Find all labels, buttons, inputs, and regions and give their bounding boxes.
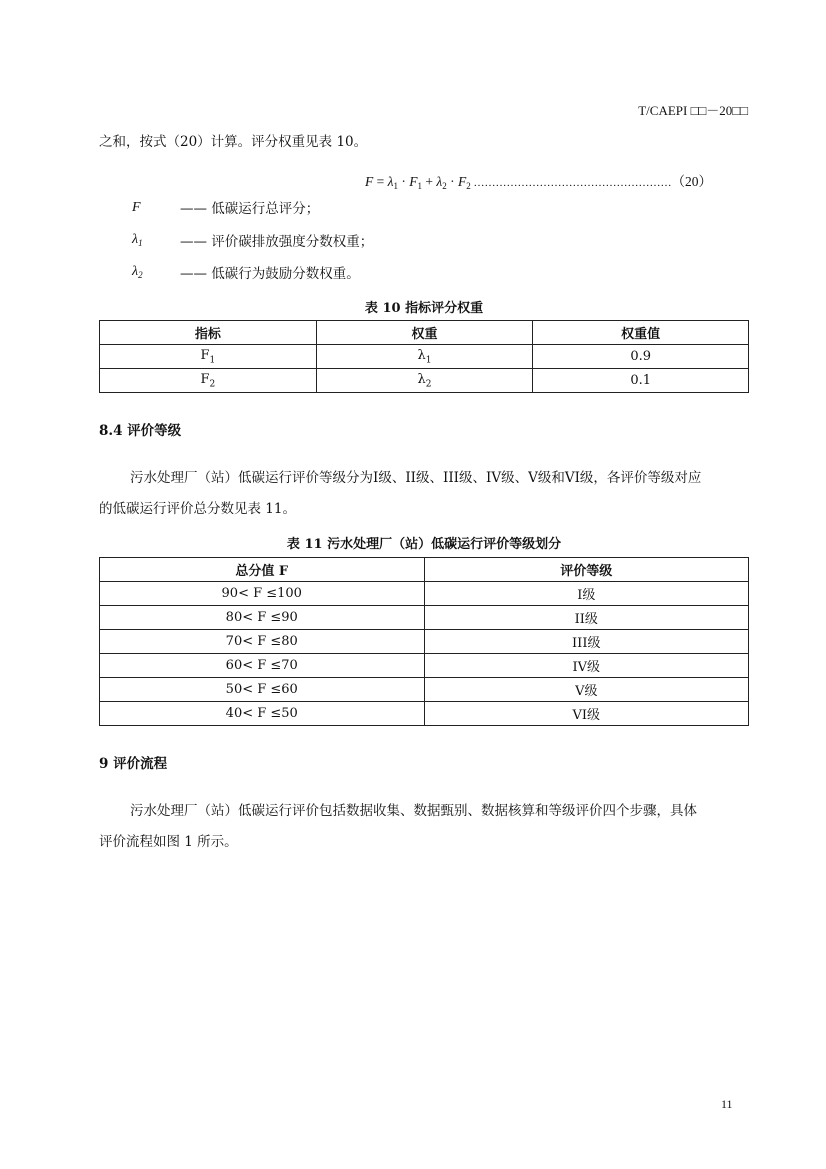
table11-header-cell: 总分值 F <box>100 558 425 582</box>
table11-score-cell: 50< F ≤60 <box>100 678 425 702</box>
table11-grade-cell: VI级 <box>424 702 748 726</box>
definition-text-f: —— 低碳运行总评分； <box>180 201 320 217</box>
section-9-para-line2: 评价流程如图 1 所示。 <box>99 834 238 850</box>
table-row <box>100 345 749 369</box>
table10-value-cell: 0.1 <box>533 369 749 393</box>
table10-indicator-cell: $F_1$ <box>100 345 317 369</box>
table10-header-cell: 权重值 <box>533 321 749 345</box>
table10 <box>99 320 749 393</box>
table11-caption: 表 11 污水处理厂（站）低碳运行评价等级划分 <box>286 537 562 552</box>
table11-header-row <box>100 558 749 582</box>
table-row <box>100 702 749 726</box>
table10-weight-cell: $\lambda_2$ <box>316 369 533 393</box>
table11-score-cell: 70< F ≤80 <box>100 630 425 654</box>
table-row <box>100 606 749 630</box>
definition-symbol-lambda2: $\lambda_2$ <box>132 264 143 280</box>
table11-score-cell: 40< F ≤50 <box>100 702 425 726</box>
section-9-title: 9 评价流程 <box>99 756 168 772</box>
section-8-4-para-line1: 污水处理厂（站）低碳运行评价等级分为I级、II级、III级、IV级、V级和VI级，各评价等级对应 <box>130 470 702 486</box>
table11-grade-cell: V级 <box>424 678 748 702</box>
table11-score-cell: 80< F ≤90 <box>100 606 425 630</box>
table10-caption: 表 10 指标评分权重 <box>364 301 484 316</box>
definition-text-lambda1: —— 评价碳排放强度分数权重； <box>180 234 374 250</box>
table11-grade-cell: IV级 <box>424 654 748 678</box>
table11-score-cell: 60< F ≤70 <box>100 654 425 678</box>
table-row <box>100 369 749 393</box>
table10-header-cell: 指标 <box>100 321 317 345</box>
table-row <box>100 654 749 678</box>
table10-header-row <box>100 321 749 345</box>
section-8-4-title: 8.4 评价等级 <box>99 423 182 439</box>
section-8-4-para-line2: 的低碳运行评价总分数见表 11。 <box>99 501 296 517</box>
definition-symbol-f: F <box>132 200 141 215</box>
standard-code-header: T/CAEPI □□－20□□ <box>638 103 748 118</box>
table11-grade-cell: I级 <box>424 582 748 606</box>
table11-score-cell: 90< F ≤100 <box>100 582 425 606</box>
table-row <box>100 678 749 702</box>
table11-grade-cell: II级 <box>424 606 748 630</box>
formula-20: $F = \lambda_1 \cdot F_1 + \lambda_2 \cdot F_2$ ………………………………………………（20） <box>365 174 712 191</box>
table-row <box>100 630 749 654</box>
table-row <box>100 582 749 606</box>
table10-header-cell: 权重 <box>316 321 533 345</box>
table10-indicator-cell: $F_2$ <box>100 369 317 393</box>
table10-value-cell: 0.9 <box>533 345 749 369</box>
table11-header-cell: 评价等级 <box>424 558 748 582</box>
section-9-para-line1: 污水处理厂（站）低碳运行评价包括数据收集、数据甄别、数据核算和等级评价四个步骤，具体 <box>130 803 697 819</box>
definition-text-lambda2: —— 低碳行为鼓励分数权重。 <box>180 266 360 282</box>
table10-weight-cell: $\lambda_1$ <box>316 345 533 369</box>
definition-symbol-lambda1: $\lambda_1$ <box>132 232 143 248</box>
table11 <box>99 557 749 726</box>
table11-grade-cell: III级 <box>424 630 748 654</box>
page-number: 11 <box>721 1097 733 1111</box>
intro-line: 之和，按式（20）计算。评分权重见表 10。 <box>99 134 368 150</box>
